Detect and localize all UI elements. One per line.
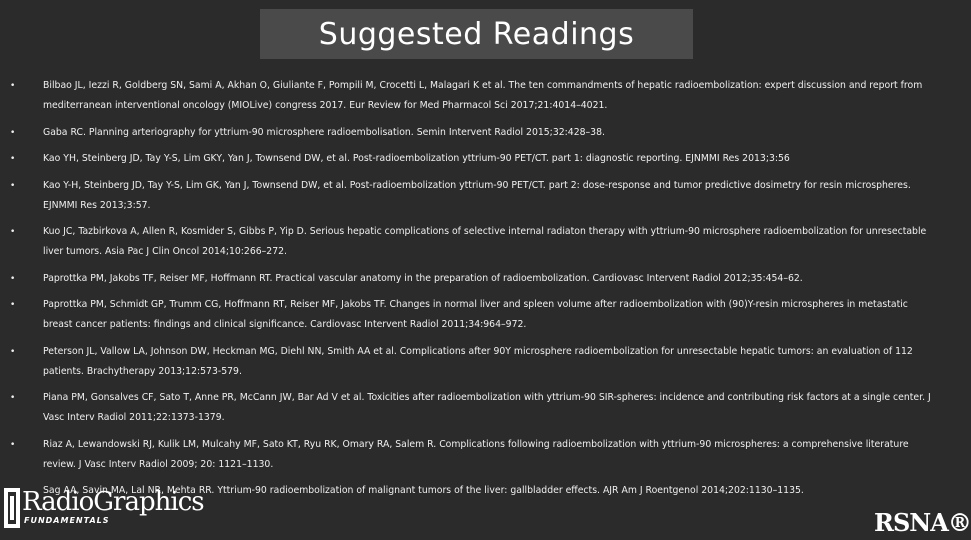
reference-item (10, 222, 935, 262)
reference-text: Kuo JC, Tazbirkova A, Allen R, Kosmider S, Gibbs P, Yip D. Serious hepatic complications of selective internal radiaton therapy with yttrium-90 microsphere radioembolization for unresectable liver tumors. Asia Pac J Clin Oncol 2014;10:266–272. (43, 226, 927, 257)
reference-text: Kao Y-H, Steinberg JD, Tay Y-S, Lim GK, Yan J, Townsend DW, et al. Post-radioembolization yttrium-90 PET/CT. part 2: dose-response and tumor predictive dosimetry for resin microspheres. EJNMMI Res 2013;3:57. (43, 179, 911, 211)
bullet: • (10, 439, 16, 450)
reference-item (10, 176, 935, 216)
rsna-wordmark: RSNA® (874, 508, 971, 537)
reference-item (10, 76, 935, 116)
reference-item (10, 342, 935, 382)
radiographics-mark-icon (4, 488, 20, 528)
bullet: • (10, 273, 16, 284)
reference-item (10, 295, 935, 335)
bullet: • (10, 346, 16, 357)
bullet: • (10, 300, 16, 310)
reference-text: Kao YH, Steinberg JD, Tay Y-S, Lim GKY, Yan J, Townsend DW, et al. Post-radioembolization yttrium-90 PET/CT. part 1: diagnostic reporting. EJNMMI Res 2013;3:56 (43, 153, 790, 164)
bullet: • (10, 393, 16, 403)
bullet: • (10, 81, 16, 91)
reference-text: Piana PM, Gonsalves CF, Sato T, Anne PR, McCann JW, Bar Ad V et al. Toxicities after radioembolization with yttrium-90 SIR-spheres: incidence and contributing risk factors at a single center. J Vasc Interv Radiol 2011;22:1373-1379. (43, 392, 931, 423)
radiographics-wordmark: RadioGraphics (22, 487, 204, 517)
bullet: • (10, 227, 16, 237)
bullet: • (10, 180, 16, 191)
reference-item (10, 269, 935, 289)
reference-text: Riaz A, Lewandowski RJ, Kulik LM, Mulcahy MF, Sato KT, Ryu RK, Omary RA, Salem R. Complications following radioembolization with yttrium-90 microspheres: a comprehensive literature review. J Vasc Interv Radiol 2009; 20: 1121–1130. (43, 438, 909, 470)
reference-text: Sag AA, Savin MA, Lal NR, Mehta RR. Yttrium-90 radioembolization of malignant tumors of the liver: gallbladder effects. AJR Am J Roentgenol 2014;202:1130–1135. (43, 485, 804, 496)
radiographics-subtitle: FUNDAMENTALS (24, 516, 110, 525)
radiographics-logo (4, 488, 204, 532)
reference-item (10, 435, 935, 475)
title-banner (260, 9, 693, 59)
reference-text: Paprottka PM, Schmidt GP, Trumm CG, Hoffmann RT, Reiser MF, Jakobs TF. Changes in normal liver and spleen volume after radioembolization with (90)Y-resin microspheres in metastatic breast cancer patients: findings and clinical significance. Cardiovasc Intervent Radiol 2011;34:964–972. (43, 299, 908, 330)
slide-title: Suggested Readings (318, 16, 635, 52)
bullet: • (10, 154, 16, 164)
rsna-logo (874, 508, 971, 538)
reference-text: Bilbao JL, Iezzi R, Goldberg SN, Sami A, Akhan O, Giuliante F, Pompili M, Crocetti L, Malagari K et al. The ten commandments of hepatic radioembolization: expert discussion and report from mediterranean interventional oncology (MIOLive) congress 2017. Eur Review for Med Pharmacol Sci 2017;21:4014–4021. (43, 80, 923, 111)
reference-text: Paprottka PM, Jakobs TF, Reiser MF, Hoffmann RT. Practical vascular anatomy in the preparation of radioembolization. Cardiovasc Intervent Radiol 2012;35:454–62. (43, 272, 803, 284)
bullet: • (10, 127, 16, 138)
reference-item (10, 149, 935, 169)
reference-item (10, 388, 935, 428)
references-list (10, 76, 935, 508)
reference-text: Gaba RC. Planning arteriography for yttrium-90 microsphere radioembolisation. Semin Intervent Radiol 2015;32:428–38. (43, 126, 605, 138)
reference-item (10, 123, 935, 143)
reference-text: Peterson JL, Vallow LA, Johnson DW, Heckman MG, Diehl NN, Smith AA et al. Complications after 90Y microsphere radioembolization for unresectable hepatic tumors: an evaluation of 112 patients. Brachytherapy 2013;12:573-579. (43, 345, 913, 377)
